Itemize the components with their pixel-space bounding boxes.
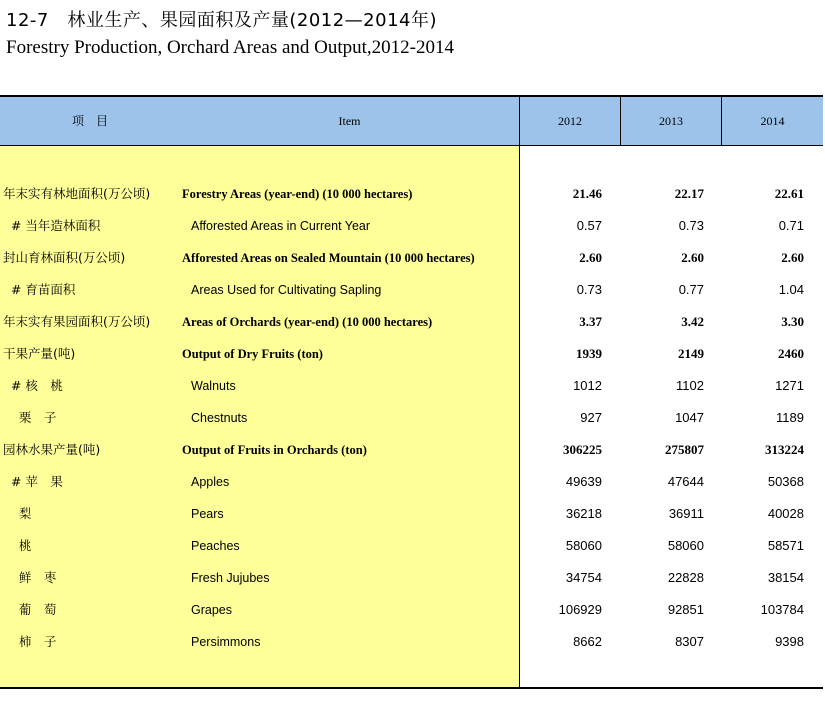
row-value-2012: 0.73 (576, 282, 602, 297)
row-value-2014: 3.30 (781, 314, 804, 329)
table-row (0, 626, 823, 658)
table-header-row (0, 97, 823, 146)
row-value-2013: 1047 (675, 410, 704, 425)
row-label-chinese: 梨 (3, 506, 32, 521)
table-row (0, 530, 823, 562)
row-label-chinese: # 育苗面积 (3, 282, 76, 297)
row-value-2014: 1.04 (778, 282, 804, 297)
row-label-english: Afforested Areas in Current Year (191, 219, 371, 233)
row-label-english: Areas Used for Cultivating Sapling (191, 283, 382, 297)
row-value-2014: 22.61 (774, 186, 804, 201)
row-value-2014: 0.71 (778, 218, 804, 233)
row-value-2013: 2.60 (681, 250, 704, 265)
row-value-2012: 3.37 (579, 314, 602, 329)
header-item-english: Item (338, 114, 361, 128)
row-value-2012: 1939 (576, 346, 602, 361)
table-row (0, 562, 823, 594)
row-value-2013: 2149 (678, 346, 704, 361)
row-label-english: Fresh Jujubes (191, 571, 270, 585)
row-value-2012: 0.57 (576, 218, 602, 233)
table-row (0, 594, 823, 626)
row-value-2013: 0.73 (678, 218, 704, 233)
row-label-english: Output of Dry Fruits (ton) (182, 347, 323, 361)
table-row (0, 338, 823, 370)
table-row (0, 274, 823, 306)
row-value-2013: 0.77 (678, 282, 704, 297)
row-value-2012: 21.46 (572, 186, 602, 201)
row-label-english: Grapes (191, 603, 232, 617)
table-bottom-rule (0, 687, 823, 689)
row-label-chinese: 鲜 枣 (3, 570, 57, 585)
table-row (0, 242, 823, 274)
row-value-2014: 313224 (765, 442, 804, 457)
header-year-2014: 2014 (760, 114, 785, 128)
row-value-2012: 306225 (563, 442, 602, 457)
row-label-chinese: 封山育林面积(万公顷) (3, 250, 126, 265)
row-value-2012: 36218 (565, 506, 602, 521)
row-label-english: Walnuts (191, 379, 236, 393)
row-value-2013: 1102 (676, 378, 704, 393)
row-label-chinese: # 苹 果 (3, 474, 63, 489)
row-value-2014: 1189 (776, 410, 804, 425)
row-label-chinese: 桃 (3, 538, 32, 553)
row-value-2014: 2.60 (781, 250, 804, 265)
row-label-english: Forestry Areas (year-end) (10 000 hectares) (182, 187, 413, 201)
row-value-2013: 47644 (667, 474, 704, 489)
row-value-2012: 8662 (573, 634, 602, 649)
row-value-2013: 3.42 (681, 314, 704, 329)
table-row (0, 370, 823, 402)
row-value-2014: 1271 (775, 378, 804, 393)
row-value-2013: 58060 (667, 538, 704, 553)
row-value-2013: 36911 (668, 506, 704, 521)
row-label-chinese: 柿 子 (3, 634, 57, 649)
table-row (0, 434, 823, 466)
row-label-chinese: 年末实有果园面积(万公顷) (3, 314, 151, 329)
row-label-english: Peaches (191, 539, 240, 553)
row-value-2012: 927 (580, 410, 602, 425)
row-value-2013: 275807 (665, 442, 704, 457)
row-label-chinese: 干果产量(吨) (3, 346, 76, 361)
row-label-english: Pears (191, 507, 224, 521)
table-row (0, 306, 823, 338)
row-value-2013: 22.17 (674, 186, 704, 201)
row-value-2013: 8307 (675, 634, 704, 649)
header-item-chinese: 项 目 (71, 114, 108, 128)
row-label-chinese: 栗 子 (3, 410, 57, 425)
table-title-english: Forestry Production, Orchard Areas and Output,2012-2014 (6, 37, 455, 58)
row-value-2014: 9398 (775, 634, 804, 649)
row-label-english: Output of Fruits in Orchards (ton) (182, 443, 367, 457)
row-label-chinese: # 核 桃 (3, 378, 63, 393)
table-row (0, 210, 823, 242)
header-year-2012: 2012 (558, 114, 582, 128)
table-row (0, 466, 823, 498)
row-label-chinese: 葡 萄 (3, 602, 57, 617)
row-value-2012: 2.60 (579, 250, 602, 265)
row-value-2014: 38154 (767, 570, 804, 585)
row-value-2014: 50368 (767, 474, 804, 489)
row-value-2012: 58060 (565, 538, 602, 553)
row-value-2013: 92851 (667, 602, 704, 617)
row-value-2014: 58571 (767, 538, 804, 553)
table-row (0, 402, 823, 434)
row-label-chinese: # 当年造林面积 (3, 218, 101, 233)
table-row (0, 178, 823, 210)
header-year-2013: 2013 (659, 114, 683, 128)
row-value-2014: 40028 (767, 506, 804, 521)
table-title-chinese: 12-7 林业生产、果园面积及产量(2012—2014年) (6, 10, 438, 31)
row-value-2014: 103784 (760, 602, 804, 617)
row-value-2012: 1012 (573, 378, 602, 393)
row-label-english: Afforested Areas on Sealed Mountain (10 000 hectares) (182, 251, 475, 265)
row-label-english: Chestnuts (191, 411, 248, 425)
row-label-english: Persimmons (191, 635, 261, 649)
row-label-english: Areas of Orchards (year-end) (10 000 hectares) (182, 315, 433, 329)
row-label-chinese: 年末实有林地面积(万公顷) (3, 186, 151, 201)
row-label-chinese: 园林水果产量(吨) (3, 442, 101, 457)
row-value-2014: 2460 (778, 346, 804, 361)
row-label-english: Apples (191, 475, 230, 489)
row-value-2012: 106929 (558, 602, 602, 617)
row-value-2012: 34754 (565, 570, 602, 585)
row-value-2013: 22828 (667, 570, 704, 585)
row-value-2012: 49639 (565, 474, 602, 489)
table-row (0, 498, 823, 530)
